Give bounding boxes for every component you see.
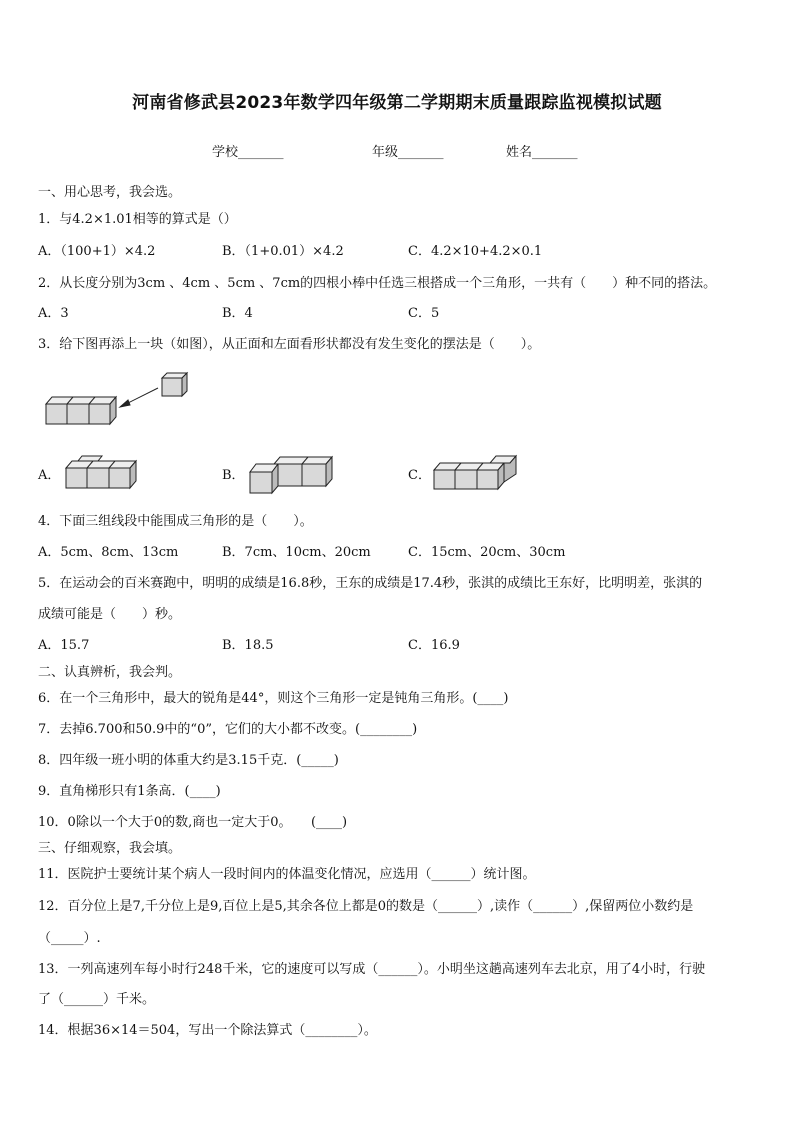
question-5-line-2: 成绩可能是（ ）秒。 [38, 607, 182, 622]
question-7: 7．去掉6.700和50.9中的“0”，它们的大小都不改变。(________) [38, 722, 418, 737]
q3-option-a-figure [62, 452, 154, 492]
question-5-line-1: 5．在运动会的百米赛跑中，明明的成绩是16.8秒，王东的成绩是17.4秒，张淇的成绩比王东好，比明明差，张淇的 [38, 576, 703, 591]
name-field: 姓名_______ [506, 145, 578, 160]
question-1: 1．与4.2×1.01相等的算式是（） [38, 212, 237, 227]
q2-option-a: A．3 [38, 306, 69, 321]
q2-option-c: C．5 [408, 306, 440, 321]
q4-option-b: B．7cm、10cm、20cm [222, 545, 371, 560]
q3-option-b: B． [222, 468, 245, 483]
q3-figure-cubes [40, 366, 200, 430]
q5-option-b: B．18.5 [222, 638, 274, 653]
q1-option-c: C．4.2×10+4.2×0.1 [408, 244, 543, 259]
q3-option-c-figure [430, 452, 522, 492]
q5-option-a: A．15.7 [38, 638, 90, 653]
q3-option-b-figure [244, 450, 336, 496]
q2-option-b: B．4 [222, 306, 253, 321]
grade-field: 年级_______ [372, 145, 444, 160]
question-13-line-2: 了（______）千米。 [38, 992, 156, 1007]
question-6: 6．在一个三角形中，最大的锐角是44°，则这个三角形一定是钝角三角形。(____) [38, 691, 509, 706]
q1-option-a: A．（100+1）×4.2 [38, 244, 156, 259]
question-9: 9．直角梯形只有1条高．(____) [38, 784, 221, 799]
school-field: 学校_______ [212, 145, 284, 160]
question-3: 3．给下图再添上一块（如图），从正面和左面看形状都没有发生变化的摆法是（ ）。 [38, 337, 541, 352]
q4-option-a: A．5cm、8cm、13cm [38, 545, 179, 560]
q3-option-a: A． [38, 468, 61, 483]
section-3-heading: 三、仔细观察，我会填。 [38, 841, 182, 856]
q1-option-b: B．（1+0.01）×4.2 [222, 244, 344, 259]
question-4: 4．下面三组线段中能围成三角形的是（ ）。 [38, 514, 313, 529]
q5-option-c: C．16.9 [408, 638, 460, 653]
page-title: 河南省修武县2023年数学四年级第二学期期末质量跟踪监视模拟试题 [132, 93, 662, 113]
section-2-heading: 二、认真辨析，我会判。 [38, 665, 182, 680]
question-12-line-2: （_____）. [38, 931, 101, 946]
question-10: 10．0除以一个大于0的数,商也一定大于0。 (____) [38, 815, 348, 830]
q4-option-c: C．15cm、20cm、30cm [408, 545, 566, 560]
section-1-heading: 一、用心思考，我会选。 [38, 185, 182, 200]
question-2: 2．从长度分别为3cm 、4cm 、5cm 、7cm的四根小棒中任选三根搭成一个三角形，一共有（ ）种不同的搭法。 [38, 276, 717, 291]
question-8: 8．四年级一班小明的体重大约是3.15千克．(_____) [38, 753, 339, 768]
question-12-line-1: 12．百分位上是7,千分位上是9,百位上是5,其余各位上都是0的数是（______）,读作（______）,保留两位小数约是 [38, 899, 694, 914]
question-14: 14．根据36×14＝504，写出一个除法算式（________）。 [38, 1023, 377, 1038]
q3-option-c: C． [408, 468, 431, 483]
question-11: 11．医院护士要统计某个病人一段时间内的体温变化情况，应选用（______）统计图。 [38, 867, 536, 882]
question-13-line-1: 13．一列高速列车每小时行248千米，它的速度可以写成（______）。小明坐这趟高速列车去北京，用了4小时，行驶 [38, 962, 706, 977]
